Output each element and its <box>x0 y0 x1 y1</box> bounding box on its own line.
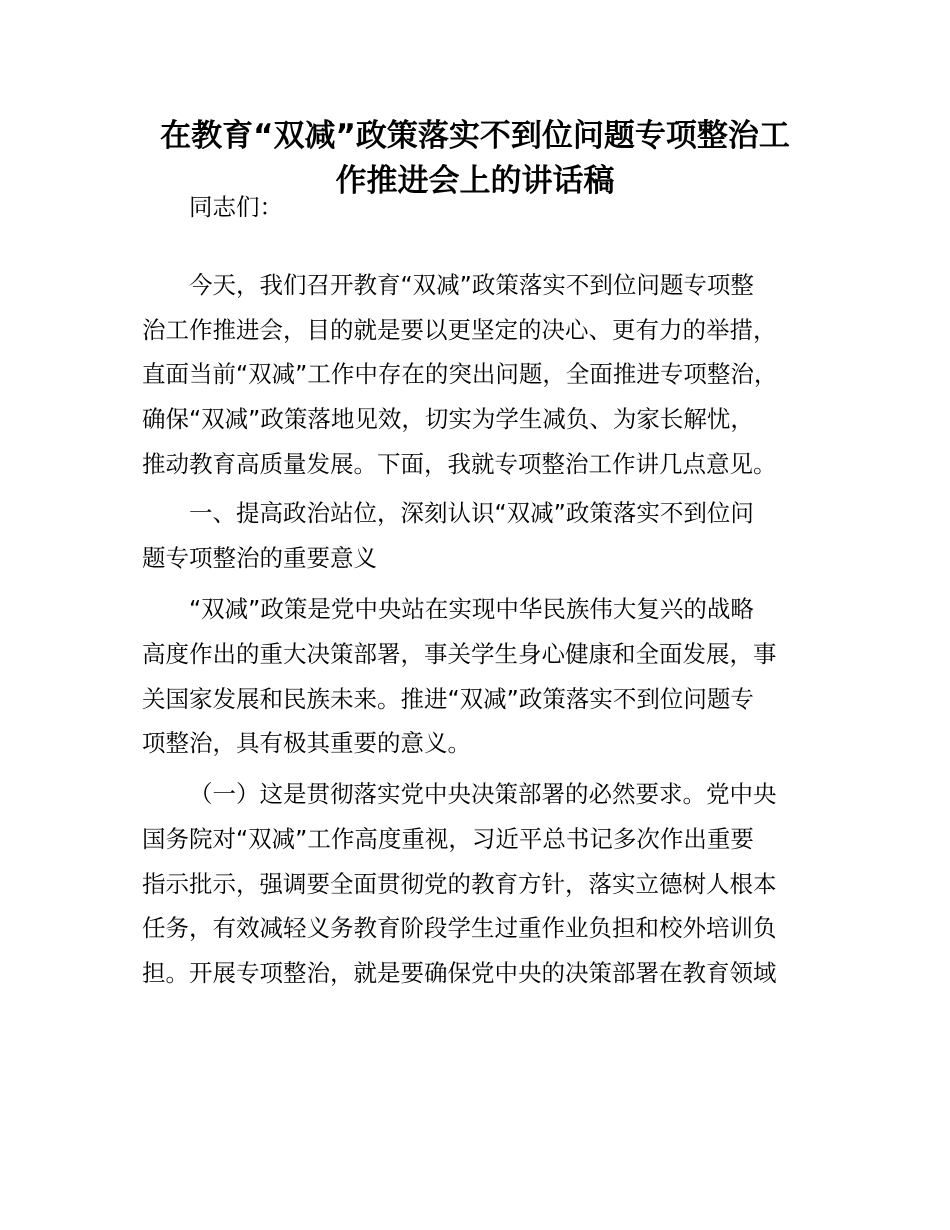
paragraph-3-line: （一）这是贯彻落实党中央决策部署的必然要求。党中央 <box>189 780 777 808</box>
document-title-line-2: 作推进会上的讲话稿 <box>335 163 615 199</box>
paragraph-3-line: 国务院对“双减”工作高度重视，习近平总书记多次作出重要 <box>142 825 754 853</box>
paragraph-1-line: 今天，我们召开教育“双减”政策落实不到位问题专项整 <box>189 271 754 299</box>
paragraph-3-line: 指示批示，强调要全面贯彻党的教育方针，落实立德树人根本 <box>142 870 777 898</box>
paragraph-2-line: 高度作出的重大决策部署，事关学生身心健康和全面发展，事 <box>142 640 777 668</box>
paragraph-2-line: “双减”政策是党中央站在实现中华民族伟大复兴的战略 <box>189 595 754 623</box>
paragraph-3-line: 担。开展专项整治，就是要确保党中央的决策部署在教育领域 <box>142 959 777 987</box>
paragraph-2-line: 关国家发展和民族未来。推进“双减”政策落实不到位问题专 <box>142 685 754 713</box>
paragraph-3-line: 任务，有效减轻义务教育阶段学生过重作业负担和校外培训负 <box>142 914 777 942</box>
paragraph-1-line: 直面当前“双减”工作中存在的突出问题，全面推进专项整治， <box>142 360 778 388</box>
paragraph-1-line: 确保“双减”政策落地见效，切实为学生减负、为家长解忧， <box>142 405 754 433</box>
document-title-line-1: 在教育“双减”政策落实不到位问题专项整治工 <box>160 118 790 154</box>
salutation: 同志们： <box>189 193 283 221</box>
section-heading-1-line: 一、提高政治站位，深刻认识“双减”政策落实不到位问 <box>189 499 754 527</box>
paragraph-1-line: 推动教育高质量发展。下面，我就专项整治工作讲几点意见。 <box>142 450 777 478</box>
section-heading-1-line: 题专项整治的重要意义 <box>142 544 377 572</box>
paragraph-2-line: 项整治，具有极其重要的意义。 <box>142 729 471 757</box>
paragraph-1-line: 治工作推进会，目的就是要以更坚定的决心、更有力的举措， <box>142 316 777 344</box>
